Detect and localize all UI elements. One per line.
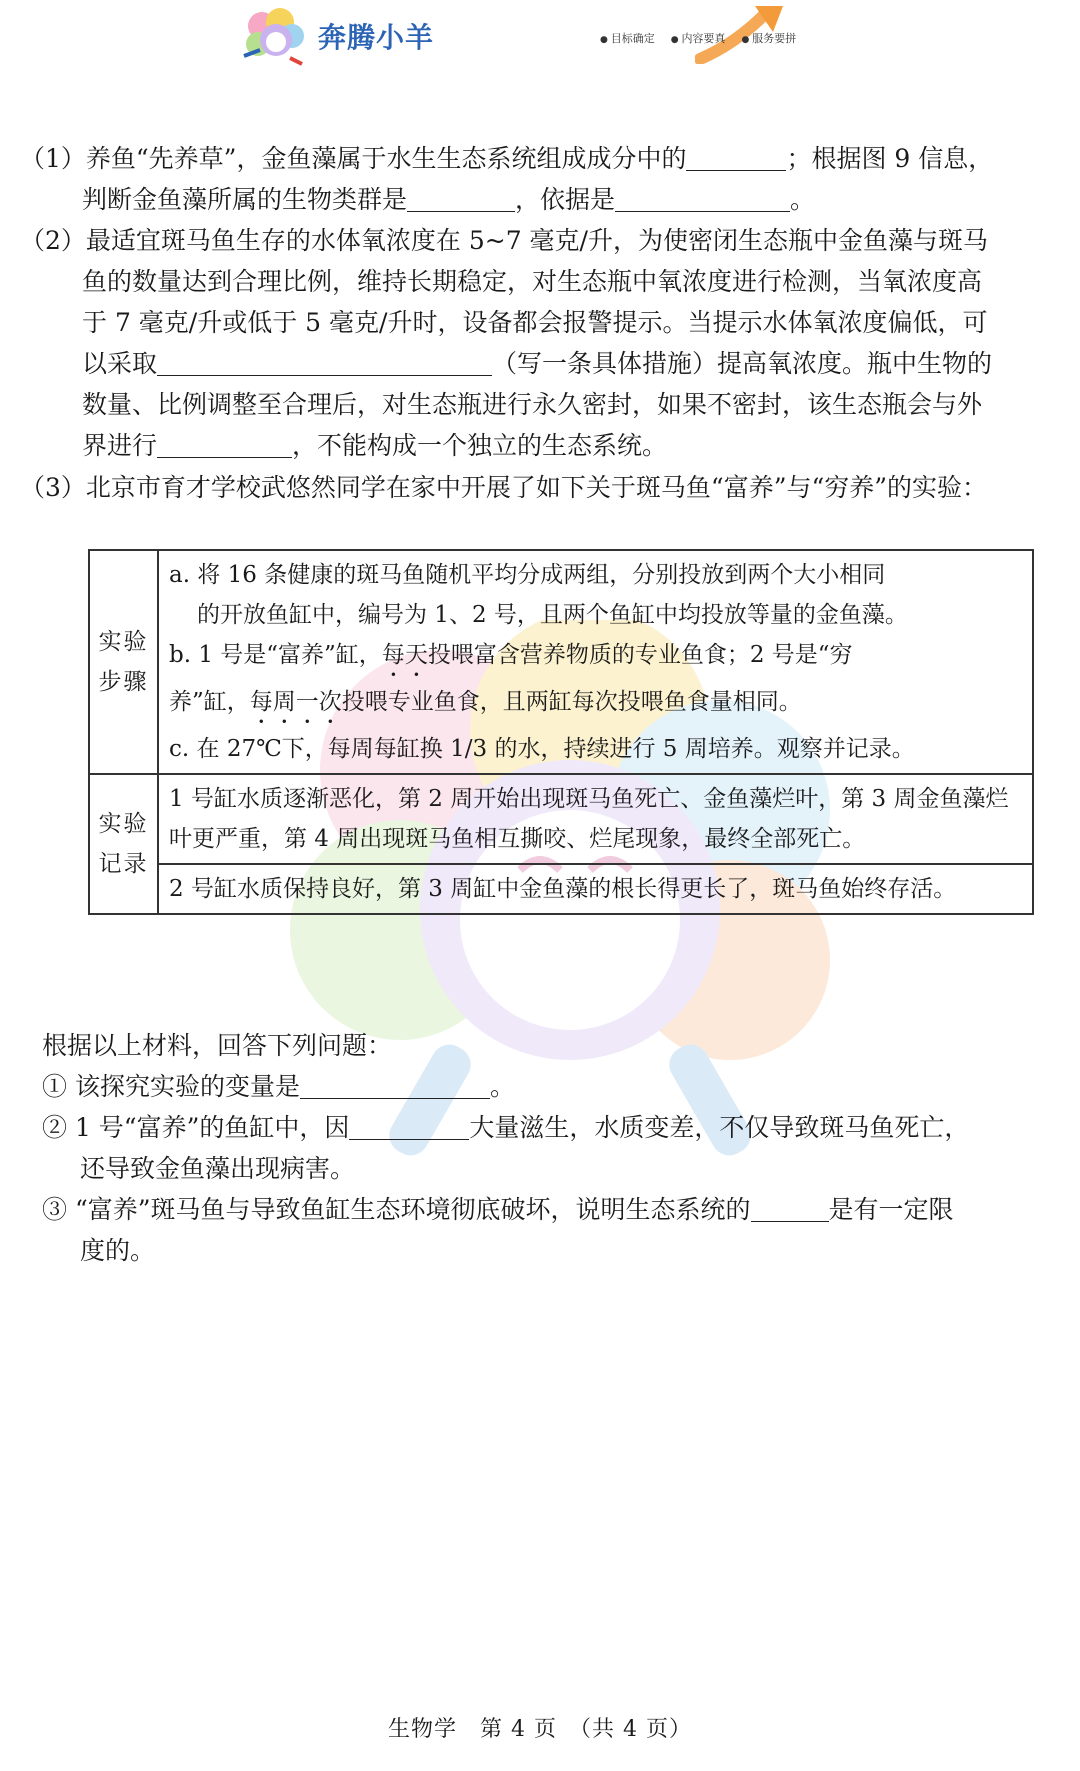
- table-row: [89, 774, 1033, 864]
- q2-text: （2）最适宜斑马鱼生存的水体氧浓度在 5~7 毫克/升，为使密闭生态瓶中金鱼藻与斑马: [20, 226, 988, 255]
- q2-text: ，不能构成一个独立的生态系统。: [292, 431, 668, 460]
- step-b-line: b. 1 号是“富养”缸，每天投喂富含营养物质的专业鱼食；2 号是“穷: [169, 642, 853, 668]
- q2-text: （写一条具体措施）提高氧浓度。瓶中生物的: [492, 349, 993, 378]
- question-3: [20, 467, 1036, 508]
- steps-header: 实验步骤: [89, 550, 158, 774]
- question-2: [20, 220, 1036, 466]
- brand-name: 奔腾小羊: [318, 21, 435, 54]
- sub-question-text: 大量滋生，水质变差，不仅导致斑马鱼死亡，: [469, 1113, 970, 1142]
- header-tags: [600, 30, 796, 46]
- q2-text: 于 7 毫克/升或低于 5 毫克/升时，设备都会报警提示。当提示水体氧浓度偏低，可: [82, 308, 988, 337]
- answer-blank[interactable]: [407, 183, 515, 212]
- step-b-line: 养”缸，每周一次投喂专业鱼食，且两缸每次投喂鱼食量相同。: [169, 689, 802, 715]
- answer-blank[interactable]: [615, 183, 790, 212]
- table-row: [89, 550, 1033, 774]
- q1-text: 判断金鱼藻所属的生物类群是: [82, 185, 408, 214]
- sub-question-text: 度的。: [80, 1236, 156, 1265]
- answer-blank[interactable]: [751, 1193, 829, 1222]
- records-header: 实验记录: [89, 774, 158, 914]
- q2-text: 以采取: [82, 349, 158, 378]
- steps-cell: [158, 550, 1033, 774]
- answer-blank[interactable]: [157, 429, 292, 458]
- question-1: [20, 138, 1036, 220]
- q1-text: （1）养鱼“先养草”，金鱼藻属于水生生态系统组成成分中的: [20, 144, 687, 173]
- answer-blank[interactable]: [686, 142, 786, 171]
- page-footer: 生物学 第 4 页 （共 4 页）: [388, 1717, 692, 1742]
- sub-question-text: 还导致金鱼藻出现病害。: [80, 1154, 356, 1183]
- sub-question-text: ③ “富养”斑马鱼与导致鱼缸生态环境彻底破坏，说明生态系统的: [42, 1195, 751, 1224]
- step-a-line: a. 将 16 条健康的斑马鱼随机平均分成两组，分别投放到两个大小相同: [169, 562, 886, 588]
- step-a-line: 的开放鱼缸中，编号为 1、2 号，且两个鱼缸中均投放等量的金鱼藻。: [197, 602, 908, 628]
- answer-blank[interactable]: [300, 1070, 490, 1099]
- answer-blank[interactable]: [349, 1111, 469, 1140]
- q2-text: 界进行: [82, 431, 158, 460]
- experiment-table: [88, 549, 1034, 915]
- sub-question-text: ② 1 号“富养”的鱼缸中，因: [42, 1113, 350, 1142]
- table-row: [89, 864, 1033, 914]
- header-tag: ● 目标确定: [600, 30, 655, 46]
- sub-question-text: ① 该探究实验的变量是: [42, 1072, 300, 1101]
- q1-text: ；根据图 9 信息，: [786, 144, 994, 173]
- header-tag: ● 内容要真: [671, 30, 726, 46]
- sub-questions: [42, 1025, 1036, 1271]
- header-tag: ● 服务要拼: [741, 30, 796, 46]
- sub-question-text: 。: [489, 1072, 515, 1101]
- record-2: 2 号缸水质保持良好，第 3 周缸中金鱼藻的根长得更长了，斑马鱼始终存活。: [158, 864, 1033, 914]
- q1-text: 。: [790, 185, 816, 214]
- page-header: [0, 0, 1080, 80]
- q2-text: 数量、比例调整至合理后，对生态瓶进行永久密封，如果不密封，该生态瓶会与外: [82, 390, 983, 419]
- sub-questions-intro: 根据以上材料，回答下列问题：: [42, 1031, 393, 1060]
- answer-blank[interactable]: [157, 347, 492, 376]
- record-1: 1 号缸水质逐渐恶化，第 2 周开始出现斑马鱼死亡、金鱼藻烂叶，第 3 周金鱼藻烂叶更严重，第 4 周出现斑马鱼相互撕咬、烂尾现象，最终全部死亡。: [158, 774, 1033, 864]
- q3-intro: （3）北京市育才学校武悠然同学在家中开展了如下关于斑马鱼“富养”与“穷养”的实验：: [20, 473, 988, 502]
- sub-question-text: 是有一定限: [828, 1195, 954, 1224]
- q1-text: ，依据是: [515, 185, 616, 214]
- q2-text: 鱼的数量达到合理比例，维持长期稳定，对生态瓶中氧浓度进行检测，当氧浓度高: [82, 267, 983, 296]
- brand-logo-icon: [240, 6, 310, 70]
- step-c-line: c. 在 27℃下，每周每缸换 1/3 的水，持续进行 5 周培养。观察并记录。: [169, 736, 915, 762]
